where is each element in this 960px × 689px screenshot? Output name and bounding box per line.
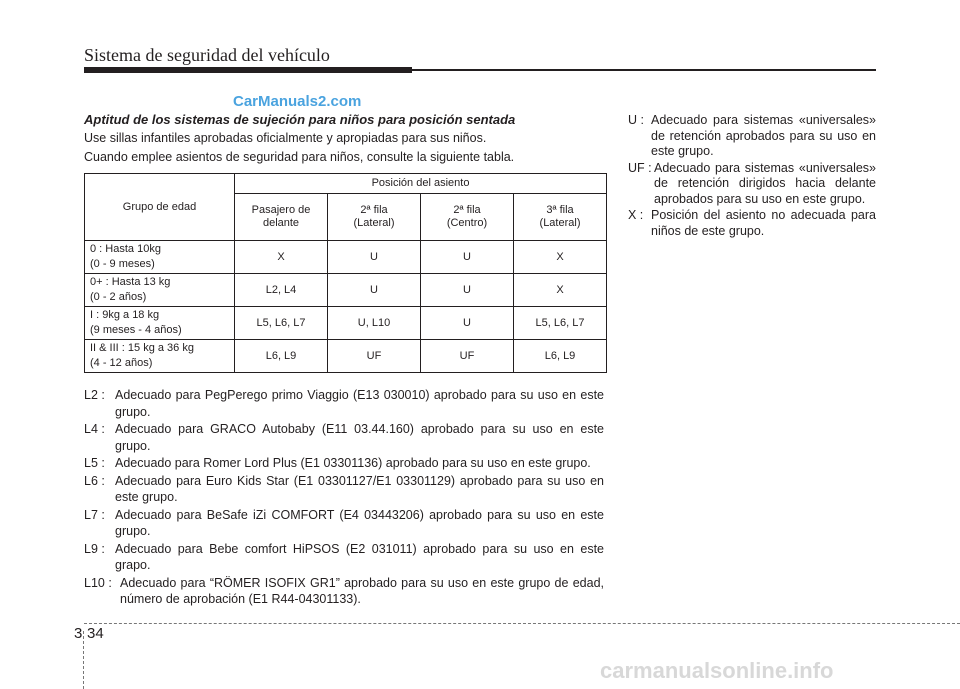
seat-notes-list [84,387,604,609]
table-cell: L2, L4 [235,274,328,307]
page-header-title: Sistema de seguridad del vehículo [84,45,330,65]
table-cell: U [421,241,514,274]
note-item [84,455,604,472]
table-cell: U [328,274,421,307]
table-row [85,241,607,274]
age-group-cell: II & III : 15 kg a 36 kg (4 - 12 años) [85,340,235,373]
watermark-logo-top: CarManuals2.com [233,93,362,110]
note-text: Adecuado para Bebe comfort HiPSOS (E2 031011) aprobado para su uso en este grapo. [115,541,604,572]
note-item [84,541,604,574]
legend-text: Adecuado para sistemas «universales» de retención aprobados para su uso en este grupo. [651,113,876,158]
note-code: L9 : [84,541,105,556]
note-item [84,387,604,420]
intro-line: Cuando emplee asientos de seguridad para niños, consulte la siguiente tabla. [84,150,515,164]
chapter-number: 3 [74,625,83,642]
section-heading: Aptitud de los sistemas de sujeción para niños para posición sentada [84,112,516,127]
footer-rule [84,623,960,624]
column-header: 2ª fila (Centro) [421,194,514,241]
table-row [85,274,607,307]
note-item [84,507,604,540]
legend-item [628,208,876,239]
footer-vertical-rule [83,631,84,689]
table-row [85,340,607,373]
legend-text: Adecuado para sistemas «universales» de retención dirigidos hacia delante aprobados para su uso en este grupo. [654,160,876,206]
watermark-logo-bottom: carmanualsonline.info [600,658,834,683]
table-cell: X [514,274,607,307]
table-cell: UF [328,340,421,373]
legend-code: U : [628,113,644,127]
legend-item [628,113,876,160]
note-text: Adecuado para Romer Lord Plus (E1 03301136) aprobado para su uso en este grupo. [115,456,591,470]
note-text: Adecuado para Euro Kids Star (E1 03301127/E1 03301129) aprobado para su uso en este grupo. [115,473,604,504]
table-cell: U [421,274,514,307]
note-text: Adecuado para BeSafe iZi COMFORT (E4 03443206) aprobado para su uso en este grupo. [115,507,604,538]
header-age-group: Grupo de edad [85,174,235,241]
table-cell: L5, L6, L7 [235,307,328,340]
seat-suitability-table [84,173,607,373]
table-cell: X [235,241,328,274]
table-cell: UF [421,340,514,373]
note-text: Adecuado para PegPerego primo Viaggio (E13 030010) aprobado para su uso en este grupo. [115,388,604,419]
table-cell: L6, L9 [235,340,328,373]
legend-code: X : [628,208,644,222]
note-code: L6 : [84,473,105,488]
header-seat-position: Posición del asiento [235,174,607,194]
age-group-cell: 0 : Hasta 10kg (0 - 9 meses) [85,241,235,274]
note-code: L4 : [84,422,105,436]
column-header: 2ª fila (Lateral) [328,194,421,241]
legend-list [628,113,876,240]
note-code: L2 : [84,388,105,402]
note-code: L10 : [84,575,112,590]
intro-line: Use sillas infantiles aprobadas oficialmente y apropiadas para sus niños. [84,131,487,145]
note-item [84,421,604,454]
header-rule-thin [412,69,876,71]
table-cell: L5, L6, L7 [514,307,607,340]
note-code: L7 : [84,507,105,522]
column-header: 3ª fila (Lateral) [514,194,607,241]
column-header: Pasajero de delante [235,194,328,241]
note-text: Adecuado para GRACO Autobaby (E11 03.44.160) aprobado para su uso en este grupo. [115,422,604,453]
age-group-cell: 0+ : Hasta 13 kg (0 - 2 años) [85,274,235,307]
note-code: L5 : [84,456,105,470]
table-cell: U, L10 [328,307,421,340]
table-cell: U [421,307,514,340]
note-item [84,575,604,608]
legend-item [628,161,876,208]
legend-code: UF : [628,160,652,175]
table-cell: X [514,241,607,274]
table-cell: U [328,241,421,274]
table-row [85,307,607,340]
legend-text: Posición del asiento no adecuada para niños de este grupo. [651,208,876,238]
page-number: 34 [87,625,104,642]
header-rule-thick [84,67,412,73]
note-item [84,473,604,506]
table-cell: L6, L9 [514,340,607,373]
age-group-cell: I : 9kg a 18 kg (9 meses - 4 años) [85,307,235,340]
note-text: Adecuado para “RÖMER ISOFIX GR1” aprobado para su uso en este grupo de edad, número de aprobación (E1 R44-04301133). [120,575,604,606]
